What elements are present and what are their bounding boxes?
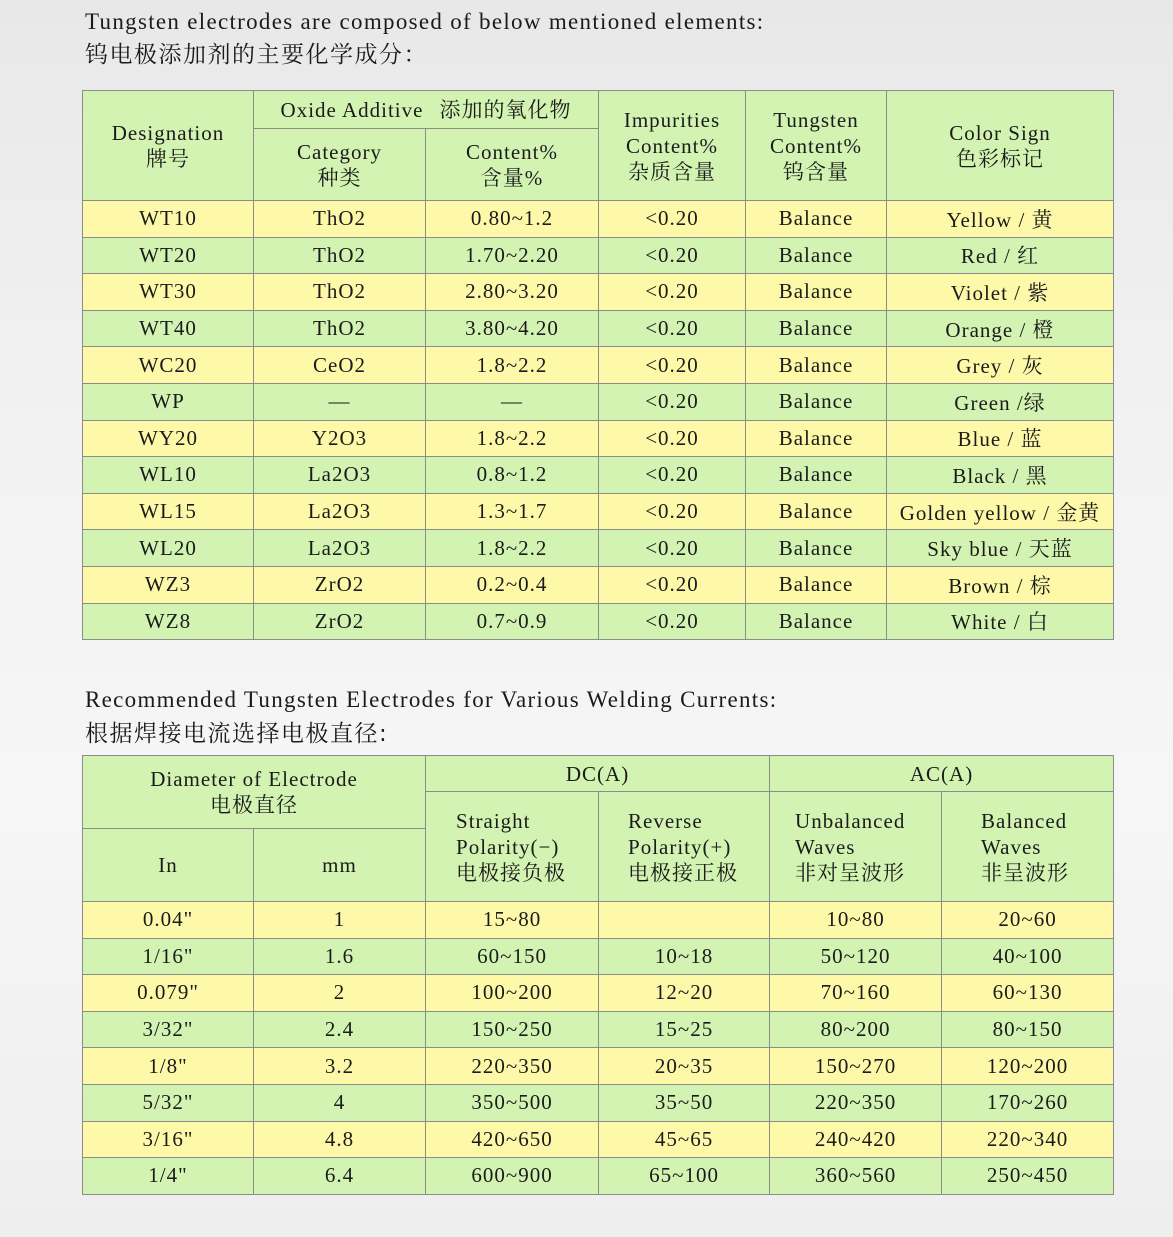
category-cell: ZrO2 <box>254 566 426 603</box>
table-row <box>83 566 1114 603</box>
straight-polarity-header: Straight Polarity(−) 电极接负极 <box>426 792 599 902</box>
designation-cell: WL15 <box>83 493 254 530</box>
content-cell: 1.8~2.2 <box>426 420 599 457</box>
impurities-cell: <0.20 <box>599 237 746 274</box>
color-sign-cell: Yellow / 黄 <box>887 201 1114 238</box>
color-sign-header: Color Sign 色彩标记 <box>887 91 1114 201</box>
ac-balanced-cell: 220~340 <box>942 1121 1114 1158</box>
content-header: Content% 含量% <box>426 129 599 201</box>
diameter-mm-cell: 4 <box>254 1084 426 1121</box>
table-row <box>83 310 1114 347</box>
category-cell: La2O3 <box>254 530 426 567</box>
tungsten-header: Tungsten Content% 钨含量 <box>746 91 887 201</box>
tungsten-cell: Balance <box>746 566 887 603</box>
ac-header: AC(A) <box>770 756 1114 792</box>
diameter-in-cell: 1/4" <box>83 1158 254 1195</box>
impurities-header: Impurities Content% 杂质含量 <box>599 91 746 201</box>
ac-unbalanced-cell: 70~160 <box>770 975 942 1012</box>
impurities-cell: <0.20 <box>599 457 746 494</box>
header-row <box>83 756 1114 792</box>
diameter-in-cell: 1/8" <box>83 1048 254 1085</box>
welding-current-table-body <box>83 902 1114 1195</box>
diameter-mm-cell: 2 <box>254 975 426 1012</box>
category-cell: La2O3 <box>254 493 426 530</box>
content-cell: 1.70~2.20 <box>426 237 599 274</box>
table-row <box>83 1084 1114 1121</box>
category-cell: ZrO2 <box>254 603 426 640</box>
color-sign-cell: Black / 黑 <box>887 457 1114 494</box>
dc-straight-cell: 350~500 <box>426 1084 599 1121</box>
inch-header: In <box>83 829 254 902</box>
table-row <box>83 457 1114 494</box>
category-cell: La2O3 <box>254 457 426 494</box>
impurities-cell: <0.20 <box>599 493 746 530</box>
dc-straight-cell: 600~900 <box>426 1158 599 1195</box>
welding-current-table <box>82 755 1114 1195</box>
balanced-waves-header: Balanced Waves 非呈波形 <box>942 792 1114 902</box>
table-row <box>83 1011 1114 1048</box>
dc-straight-cell: 220~350 <box>426 1048 599 1085</box>
impurities-cell: <0.20 <box>599 347 746 384</box>
designation-cell: WZ8 <box>83 603 254 640</box>
tungsten-cell: Balance <box>746 347 887 384</box>
content-cell: 1.8~2.2 <box>426 347 599 384</box>
table-row <box>83 383 1114 420</box>
content-cell: 2.80~3.20 <box>426 274 599 311</box>
content-cell: 1.3~1.7 <box>426 493 599 530</box>
content-cell: 1.8~2.2 <box>426 530 599 567</box>
designation-cell: WT40 <box>83 310 254 347</box>
impurities-cell: <0.20 <box>599 274 746 311</box>
diameter-in-cell: 0.04" <box>83 902 254 939</box>
ac-unbalanced-cell: 80~200 <box>770 1011 942 1048</box>
ac-balanced-cell: 170~260 <box>942 1084 1114 1121</box>
table-row <box>83 975 1114 1012</box>
composition-heading-en: Tungsten electrodes are composed of below mentioned elements: <box>85 9 765 34</box>
table-row <box>83 530 1114 567</box>
ac-unbalanced-cell: 240~420 <box>770 1121 942 1158</box>
diameter-in-cell: 1/16" <box>83 938 254 975</box>
diameter-in-cell: 3/16" <box>83 1121 254 1158</box>
content-cell: 0.80~1.2 <box>426 201 599 238</box>
impurities-cell: <0.20 <box>599 566 746 603</box>
dc-straight-cell: 15~80 <box>426 902 599 939</box>
oxide-additive-header: Oxide Additive 添加的氧化物 <box>254 91 599 129</box>
diameter-mm-cell: 6.4 <box>254 1158 426 1195</box>
diameter-mm-cell: 1 <box>254 902 426 939</box>
ac-balanced-cell: 20~60 <box>942 902 1114 939</box>
dc-straight-cell: 420~650 <box>426 1121 599 1158</box>
table-row <box>83 938 1114 975</box>
tungsten-cell: Balance <box>746 274 887 311</box>
dc-reverse-cell: 20~35 <box>599 1048 770 1085</box>
designation-cell: WP <box>83 383 254 420</box>
tungsten-cell: Balance <box>746 493 887 530</box>
ac-balanced-cell: 250~450 <box>942 1158 1114 1195</box>
impurities-cell: <0.20 <box>599 603 746 640</box>
table-row <box>83 347 1114 384</box>
composition-heading-zh: 钨电极添加剂的主要化学成分： <box>85 42 428 68</box>
designation-cell: WL10 <box>83 457 254 494</box>
designation-cell: WZ3 <box>83 566 254 603</box>
tungsten-cell: Balance <box>746 310 887 347</box>
designation-header: Designation 牌号 <box>83 91 254 201</box>
table-row <box>83 274 1114 311</box>
ac-unbalanced-cell: 220~350 <box>770 1084 942 1121</box>
color-sign-cell: Grey / 灰 <box>887 347 1114 384</box>
color-sign-cell: Red / 红 <box>887 237 1114 274</box>
ac-balanced-cell: 60~130 <box>942 975 1114 1012</box>
dc-straight-cell: 60~150 <box>426 938 599 975</box>
color-sign-cell: Blue / 蓝 <box>887 420 1114 457</box>
diameter-in-cell: 0.079" <box>83 975 254 1012</box>
content-cell: 0.2~0.4 <box>426 566 599 603</box>
table-row <box>83 237 1114 274</box>
diameter-in-cell: 3/32" <box>83 1011 254 1048</box>
dc-reverse-cell <box>599 902 770 939</box>
designation-cell: WT20 <box>83 237 254 274</box>
tungsten-cell: Balance <box>746 420 887 457</box>
color-sign-cell: Golden yellow / 金黄 <box>887 493 1114 530</box>
designation-cell: WT30 <box>83 274 254 311</box>
tungsten-cell: Balance <box>746 457 887 494</box>
designation-cell: WL20 <box>83 530 254 567</box>
tungsten-cell: Balance <box>746 603 887 640</box>
category-header: Category 种类 <box>254 129 426 201</box>
unbalanced-waves-header: Unbalanced Waves 非对呈波形 <box>770 792 942 902</box>
ac-unbalanced-cell: 10~80 <box>770 902 942 939</box>
color-sign-cell: Orange / 橙 <box>887 310 1114 347</box>
category-cell: ThO2 <box>254 201 426 238</box>
recommend-heading-zh: 根据焊接电流选择电极直径: <box>85 721 389 747</box>
color-sign-cell: White / 白 <box>887 603 1114 640</box>
designation-cell: WC20 <box>83 347 254 384</box>
dc-reverse-cell: 12~20 <box>599 975 770 1012</box>
table-row <box>83 1121 1114 1158</box>
composition-table <box>82 90 1114 640</box>
diameter-mm-cell: 4.8 <box>254 1121 426 1158</box>
color-sign-cell: Sky blue / 天蓝 <box>887 530 1114 567</box>
diameter-in-cell: 5/32" <box>83 1084 254 1121</box>
dc-straight-cell: 150~250 <box>426 1011 599 1048</box>
content-cell: 3.80~4.20 <box>426 310 599 347</box>
dc-reverse-cell: 35~50 <box>599 1084 770 1121</box>
color-sign-cell: Brown / 棕 <box>887 566 1114 603</box>
table-row <box>83 201 1114 238</box>
diameter-mm-cell: 3.2 <box>254 1048 426 1085</box>
impurities-cell: <0.20 <box>599 420 746 457</box>
ac-balanced-cell: 80~150 <box>942 1011 1114 1048</box>
category-cell: ThO2 <box>254 237 426 274</box>
table-row <box>83 493 1114 530</box>
content-cell: 0.7~0.9 <box>426 603 599 640</box>
diameter-mm-cell: 1.6 <box>254 938 426 975</box>
dc-reverse-cell: 65~100 <box>599 1158 770 1195</box>
recommend-heading-en: Recommended Tungsten Electrodes for Various Welding Currents: <box>85 687 778 712</box>
header-row <box>83 91 1114 129</box>
dc-reverse-cell: 10~18 <box>599 938 770 975</box>
dc-header: DC(A) <box>426 756 770 792</box>
impurities-cell: <0.20 <box>599 201 746 238</box>
reverse-polarity-header: Reverse Polarity(+) 电极接正极 <box>599 792 770 902</box>
category-cell: ThO2 <box>254 310 426 347</box>
ac-unbalanced-cell: 360~560 <box>770 1158 942 1195</box>
table-row <box>83 1158 1114 1195</box>
tungsten-cell: Balance <box>746 237 887 274</box>
impurities-cell: <0.20 <box>599 310 746 347</box>
table-row <box>83 1048 1114 1085</box>
table-row <box>83 902 1114 939</box>
designation-cell: WT10 <box>83 201 254 238</box>
color-sign-cell: Violet / 紫 <box>887 274 1114 311</box>
diameter-header: Diameter of Electrode 电极直径 <box>83 756 426 829</box>
content-cell: 0.8~1.2 <box>426 457 599 494</box>
impurities-cell: <0.20 <box>599 530 746 567</box>
category-cell: ThO2 <box>254 274 426 311</box>
composition-table-body <box>83 201 1114 640</box>
ac-unbalanced-cell: 50~120 <box>770 938 942 975</box>
dc-reverse-cell: 45~65 <box>599 1121 770 1158</box>
mm-header: mm <box>254 829 426 902</box>
category-cell: — <box>254 383 426 420</box>
dc-reverse-cell: 15~25 <box>599 1011 770 1048</box>
table-row <box>83 420 1114 457</box>
table-row <box>83 603 1114 640</box>
impurities-cell: <0.20 <box>599 383 746 420</box>
ac-unbalanced-cell: 150~270 <box>770 1048 942 1085</box>
dc-straight-cell: 100~200 <box>426 975 599 1012</box>
color-sign-cell: Green /绿 <box>887 383 1114 420</box>
tungsten-cell: Balance <box>746 201 887 238</box>
diameter-mm-cell: 2.4 <box>254 1011 426 1048</box>
category-cell: CeO2 <box>254 347 426 384</box>
category-cell: Y2O3 <box>254 420 426 457</box>
ac-balanced-cell: 40~100 <box>942 938 1114 975</box>
content-cell: — <box>426 383 599 420</box>
designation-cell: WY20 <box>83 420 254 457</box>
ac-balanced-cell: 120~200 <box>942 1048 1114 1085</box>
tungsten-cell: Balance <box>746 383 887 420</box>
tungsten-cell: Balance <box>746 530 887 567</box>
